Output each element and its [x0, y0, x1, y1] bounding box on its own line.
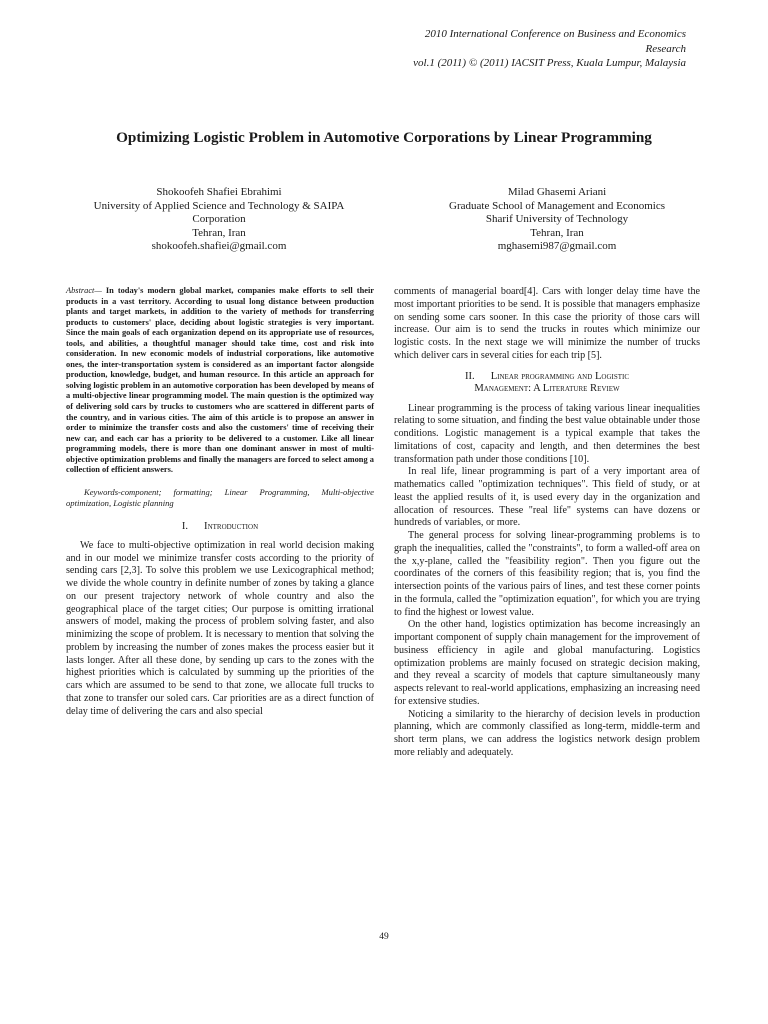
body-paragraph: In real life, linear programming is part of a very important area of mathematics called "optimization techniques". This field of study, or at least the applied results of it, is used every day in the organization and allocation of resources. These "real life" systems can have dozens or hundreds of variables, or more. — [394, 466, 700, 529]
author-location: Tehran, Iran — [192, 226, 246, 239]
section-title-line-1: Linear programming and Logistic — [490, 370, 630, 382]
author-block-1 — [60, 186, 378, 254]
author-name: Shokoofeh Shafiei Ebrahimi — [156, 186, 282, 198]
section-heading-introduction — [66, 521, 374, 534]
author-affiliation: University of Applied Science and Technology & SAIPA — [93, 199, 345, 212]
right-column — [394, 286, 700, 760]
body-paragraph: Noticing a similarity to the hierarchy of decision levels in production planning, which are commonly classified as long-term, middle-term and short term plans, we can address the logistics network design problem more reliably and adequately. — [394, 708, 700, 758]
body-paragraph: comments of managerial board[4]. Cars with longer delay time have the most important priorities to be send. It is possible that managers emphasize on sending some cars sooner. In this case the priority of those cars will increase. Our aim is to send the trucks in routes which minimize our logistic costs. In the next stage we will minimize the number of trucks which deliver cars in several cities for each trip [5]. — [394, 286, 700, 361]
body-paragraph: We face to multi-objective optimization in real world decision making and in our model we minimize transfer costs according to the priority of sending cars [2,3]. To solve this problem we use Lexicographical method; we divide the whole country in definite number of zones by taking a glance on our present trajectory network of whole country and also the geographical place of the target cities; Our purpose is omitting irrational answers of model, making the process of problem solving faster, and also minimizing the scope of problem. It is necessary to mention that solving the problem by increasing the number of zones makes the process easier but it lasts longer. After all these done, by sending up cars to the zones with the highest priorities which is calculated by summing up the priorities of the cars which are assumed to be send to that zone, we allocate full trucks to that zone to transfer our soled cars. Car priorities are as a direct function of delay time of delivering the cars and also special — [66, 539, 374, 717]
author-affiliation: Corporation — [192, 213, 246, 225]
section-number: I. — [181, 521, 189, 533]
header-line-1: 2010 International Conference on Business and Economics — [424, 28, 686, 40]
author-affiliation: Graduate School of Management and Economics — [449, 199, 665, 212]
keywords: Keywords-component; formatting; Linear Programming, Multi-objective optimization, Logistic planning — [66, 486, 374, 508]
section-heading-literature-review — [394, 371, 700, 396]
conference-header — [340, 27, 686, 71]
header-line-3: vol.1 (2011) © (2011) IACSIT Press, Kuala Lumpur, Malaysia — [413, 57, 686, 69]
page-number: 49 — [379, 932, 389, 942]
abstract-text: In today's modern global market, companies make efforts to sell their products in a vast territory. According to usual long distance between production plants and target markets, in addition to the variety of methods for transferring products to customers' place, deciding about logistic strategies is very important. Since the main goals of each organization depend on its appropriate use of resources, tools, and abilities, a thoughtful manager should take time, cost and risk into consideration. In new economic models of industrial corporations, like automotive ones, the inter-transportation system is considered as an important factor alongside production, knowledge, budget, and human resource. In this article an approach for solving logistic problem in an automotive corporation has been developed by means of a multi-objective linear programming model. The main question is the optimized way of delivering sold cars by trucks to customers who are scattered in different parts of the country, and in various cities. The aim of this article is to propose an answer in order to minimize the transfer costs and also the customers' time of receiving their new car, and each car has a priority to be delivered to a customer. Like all linear programming models, there is more than one dominant answer in most of multi-objective optimization problems and finally the managers are forced to select among a collection of efficient answers. — [66, 286, 374, 475]
section-title-line-2: Management: A Literature Review — [474, 383, 620, 394]
abstract — [66, 286, 374, 476]
header-line-2: Research — [645, 42, 686, 55]
body-paragraph: Linear programming is the process of taking various linear inequalities relating to some situation, and finding the best value obtainable under those conditions. Logistic management is a typical example that takes the limitations of cost, capacity and length, and then determines the best transformation path under those conditions [10]. — [394, 402, 700, 465]
author-email[interactable]: mghasemi987@gmail.com — [497, 240, 617, 252]
section-number: II. — [464, 370, 475, 382]
abstract-lead: Abstract— — [66, 286, 102, 295]
author-location: Tehran, Iran — [530, 226, 584, 239]
left-column — [66, 286, 374, 718]
author-affiliation: Sharif University of Technology — [485, 213, 629, 225]
paper-title: Optimizing Logistic Problem in Automotive Corporations by Linear Programming — [116, 129, 652, 146]
section-title: Introduction — [204, 521, 259, 533]
body-paragraph: On the other hand, logistics optimization has become increasingly an important component of supply chain management for the improvement of business efficiency in agile and global manufacturing. Logistics optimization problems are mainly focused on strategic decision making, and they reveal a scarcity of models that capture simultaneously many aspects relevant to real-world applications, emphasizing an increasing need for extensive studies. — [394, 619, 700, 707]
body-paragraph: The general process for solving linear-programming problems is to graph the inequalities, called the "constraints", to form a walled-off area on the x,y-plane, called the "feasibility region". Then you figure out the coordinates of the corners of this feasibility region; that is, you find the intersection points of the various pairs of lines, and test these corner points in the formula, called the "optimization equation", for which you are trying to find the highest or lowest value. — [394, 530, 700, 618]
author-name: Milad Ghasemi Ariani — [507, 186, 607, 198]
author-block-2 — [392, 186, 722, 254]
author-email[interactable]: shokoofeh.shafiei@gmail.com — [151, 240, 287, 252]
